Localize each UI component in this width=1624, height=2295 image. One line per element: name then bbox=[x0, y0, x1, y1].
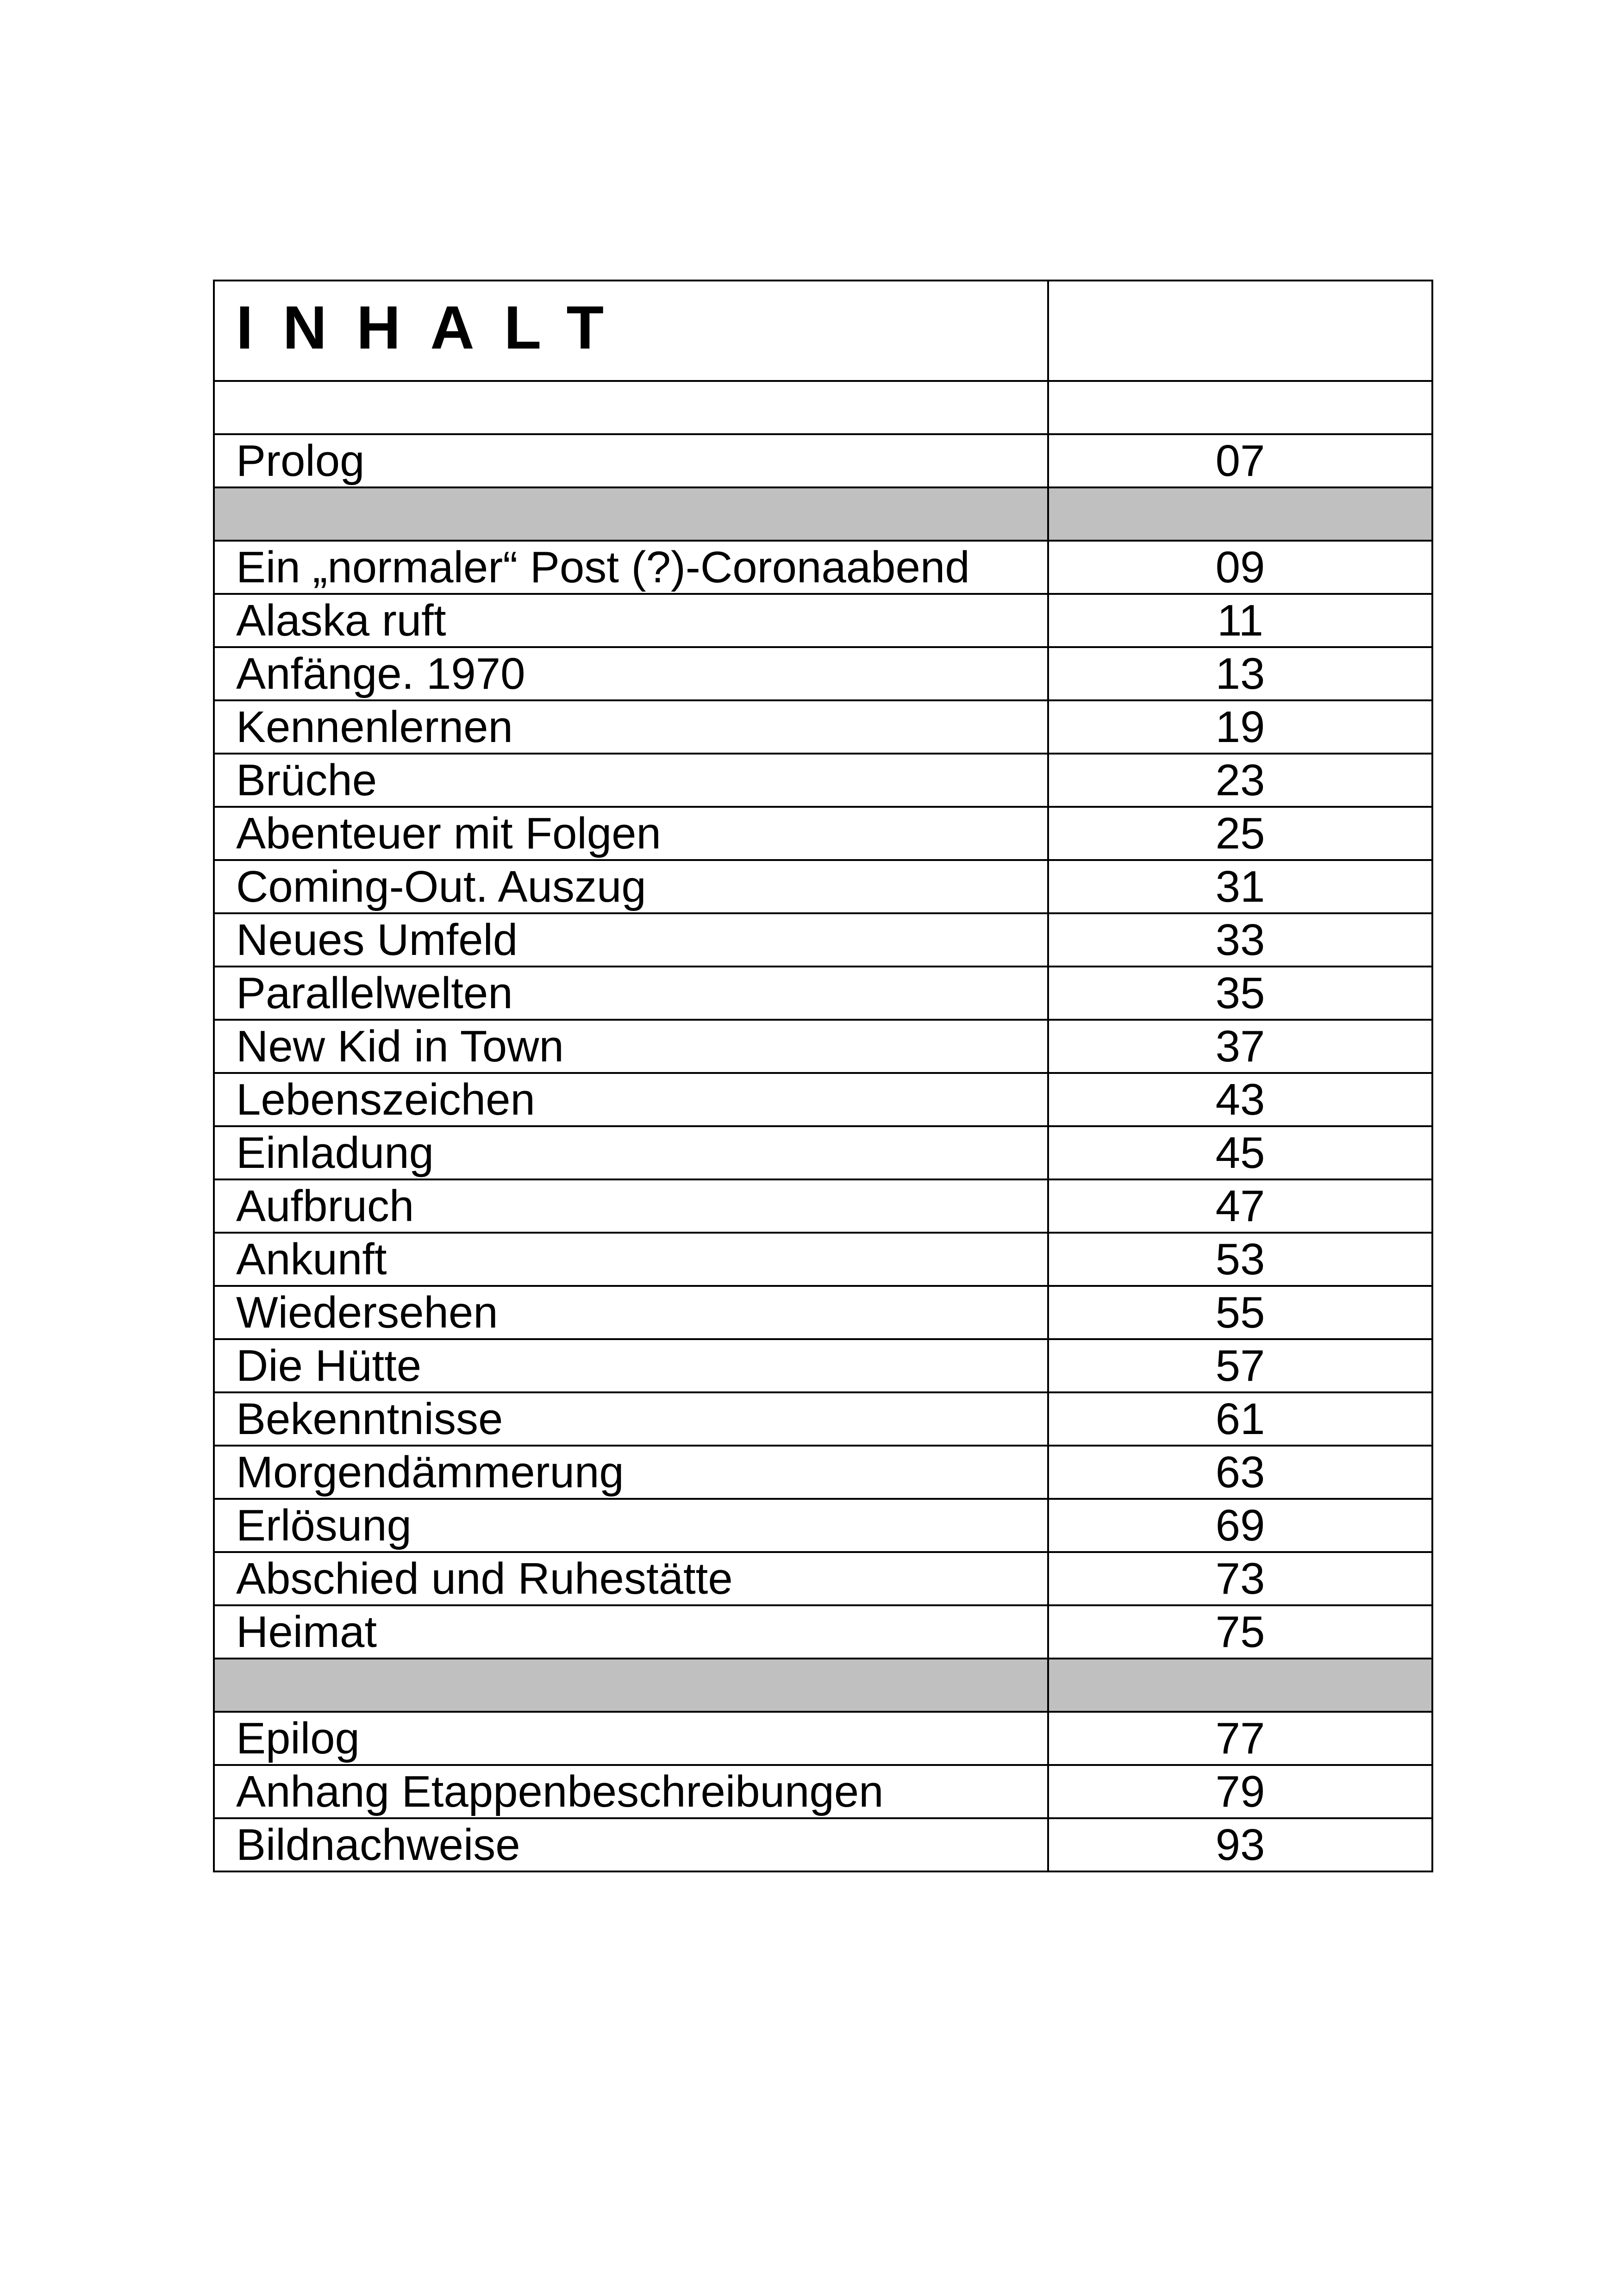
toc-entry-row bbox=[214, 1020, 1432, 1073]
toc-entry-title: Heimat bbox=[214, 1605, 1048, 1659]
toc-entry-page: 35 bbox=[1048, 967, 1432, 1020]
toc-entry-title bbox=[214, 1659, 1048, 1712]
toc-entry-page: 75 bbox=[1048, 1605, 1432, 1659]
toc-heading: INHALT bbox=[236, 293, 634, 362]
toc-entry-page: 69 bbox=[1048, 1499, 1432, 1552]
toc-entry-row bbox=[214, 1818, 1432, 1871]
toc-entry-page: 73 bbox=[1048, 1552, 1432, 1605]
toc-entry-row bbox=[214, 434, 1432, 487]
toc-entry-page: 55 bbox=[1048, 1286, 1432, 1339]
toc-entry-row bbox=[214, 1446, 1432, 1499]
toc-entry-page bbox=[1048, 487, 1432, 541]
toc-entry-title: Einladung bbox=[214, 1126, 1048, 1179]
toc-entry-row bbox=[214, 1286, 1432, 1339]
toc-entry-title: Lebenszeichen bbox=[214, 1073, 1048, 1126]
toc-entry-page: 07 bbox=[1048, 434, 1432, 487]
toc-heading-cell bbox=[214, 281, 1048, 381]
toc-entry-page: 33 bbox=[1048, 913, 1432, 967]
toc-entry-title: Wiedersehen bbox=[214, 1286, 1048, 1339]
toc-entry-title: Morgendämmerung bbox=[214, 1446, 1048, 1499]
toc-entry-row bbox=[214, 1605, 1432, 1659]
toc-entry-title: Abschied und Ruhestätte bbox=[214, 1552, 1048, 1605]
toc-entry-title bbox=[214, 381, 1048, 434]
toc-entry-title: Ankunft bbox=[214, 1233, 1048, 1286]
toc-entry-title: Neues Umfeld bbox=[214, 913, 1048, 967]
toc-separator-row bbox=[214, 487, 1432, 541]
toc-entry-title: New Kid in Town bbox=[214, 1020, 1048, 1073]
toc-entry-page bbox=[1048, 1659, 1432, 1712]
toc-entry-page: 57 bbox=[1048, 1339, 1432, 1392]
toc-entry-page: 79 bbox=[1048, 1765, 1432, 1818]
toc-body bbox=[214, 281, 1432, 1871]
toc-entry-row bbox=[214, 860, 1432, 913]
toc-entry-title: Die Hütte bbox=[214, 1339, 1048, 1392]
toc-entry-page: 43 bbox=[1048, 1073, 1432, 1126]
toc-entry-page: 93 bbox=[1048, 1818, 1432, 1871]
toc-entry-row bbox=[214, 1339, 1432, 1392]
toc-entry-title: Anfänge. 1970 bbox=[214, 647, 1048, 700]
toc-entry-title: Prolog bbox=[214, 434, 1048, 487]
toc-entry-row bbox=[214, 1126, 1432, 1179]
toc-entry-row bbox=[214, 807, 1432, 860]
toc-entry-page: 13 bbox=[1048, 647, 1432, 700]
toc-entry-title: Abenteuer mit Folgen bbox=[214, 807, 1048, 860]
toc-entry-row bbox=[214, 700, 1432, 754]
toc-entry-title: Bekenntnisse bbox=[214, 1392, 1048, 1446]
toc-entry-row bbox=[214, 1073, 1432, 1126]
toc-entry-page bbox=[1048, 381, 1432, 434]
toc-entry-page: 53 bbox=[1048, 1233, 1432, 1286]
toc-entry-row bbox=[214, 967, 1432, 1020]
toc-entry-title: Parallelwelten bbox=[214, 967, 1048, 1020]
toc-entry-title: Coming-Out. Auszug bbox=[214, 860, 1048, 913]
toc-entry-row bbox=[214, 1712, 1432, 1765]
toc-entry-page: 31 bbox=[1048, 860, 1432, 913]
toc-entry-title: Bildnachweise bbox=[214, 1818, 1048, 1871]
toc-entry-row bbox=[214, 754, 1432, 807]
toc-entry-title bbox=[214, 487, 1048, 541]
toc-entry-page: 45 bbox=[1048, 1126, 1432, 1179]
toc-entry-row bbox=[214, 647, 1432, 700]
toc-entry-row bbox=[214, 1499, 1432, 1552]
toc-entry-title: Epilog bbox=[214, 1712, 1048, 1765]
toc-entry-page: 63 bbox=[1048, 1446, 1432, 1499]
table-of-contents bbox=[213, 280, 1433, 1872]
toc-entry-page: 61 bbox=[1048, 1392, 1432, 1446]
toc-entry-row bbox=[214, 1552, 1432, 1605]
toc-entry-title: Ein „normaler“ Post (?)-Coronaabend bbox=[214, 541, 1048, 594]
toc-entry-page: 25 bbox=[1048, 807, 1432, 860]
toc-entry-row bbox=[214, 1179, 1432, 1233]
toc-entry-row bbox=[214, 913, 1432, 967]
toc-entry-title: Erlösung bbox=[214, 1499, 1048, 1552]
toc-entry-title: Alaska ruft bbox=[214, 594, 1048, 647]
toc-heading-page-cell bbox=[1048, 281, 1432, 381]
toc-entry-page: 19 bbox=[1048, 700, 1432, 754]
toc-entry-page: 37 bbox=[1048, 1020, 1432, 1073]
toc-entry-page: 23 bbox=[1048, 754, 1432, 807]
toc-entry-page: 11 bbox=[1048, 594, 1432, 647]
toc-entry-page: 77 bbox=[1048, 1712, 1432, 1765]
toc-entry-row bbox=[214, 1392, 1432, 1446]
toc-entry-title: Anhang Etappenbeschreibungen bbox=[214, 1765, 1048, 1818]
toc-heading-row bbox=[214, 281, 1432, 381]
toc-entry-title: Brüche bbox=[214, 754, 1048, 807]
toc-entry-row bbox=[214, 1233, 1432, 1286]
toc-entry-row bbox=[214, 541, 1432, 594]
toc-entry-row bbox=[214, 594, 1432, 647]
toc-entry-row bbox=[214, 1765, 1432, 1818]
toc-entry-title: Aufbruch bbox=[214, 1179, 1048, 1233]
toc-blank-row bbox=[214, 381, 1432, 434]
toc-entry-page: 47 bbox=[1048, 1179, 1432, 1233]
toc-separator-row bbox=[214, 1659, 1432, 1712]
toc-entry-page: 09 bbox=[1048, 541, 1432, 594]
toc-entry-title: Kennenlernen bbox=[214, 700, 1048, 754]
